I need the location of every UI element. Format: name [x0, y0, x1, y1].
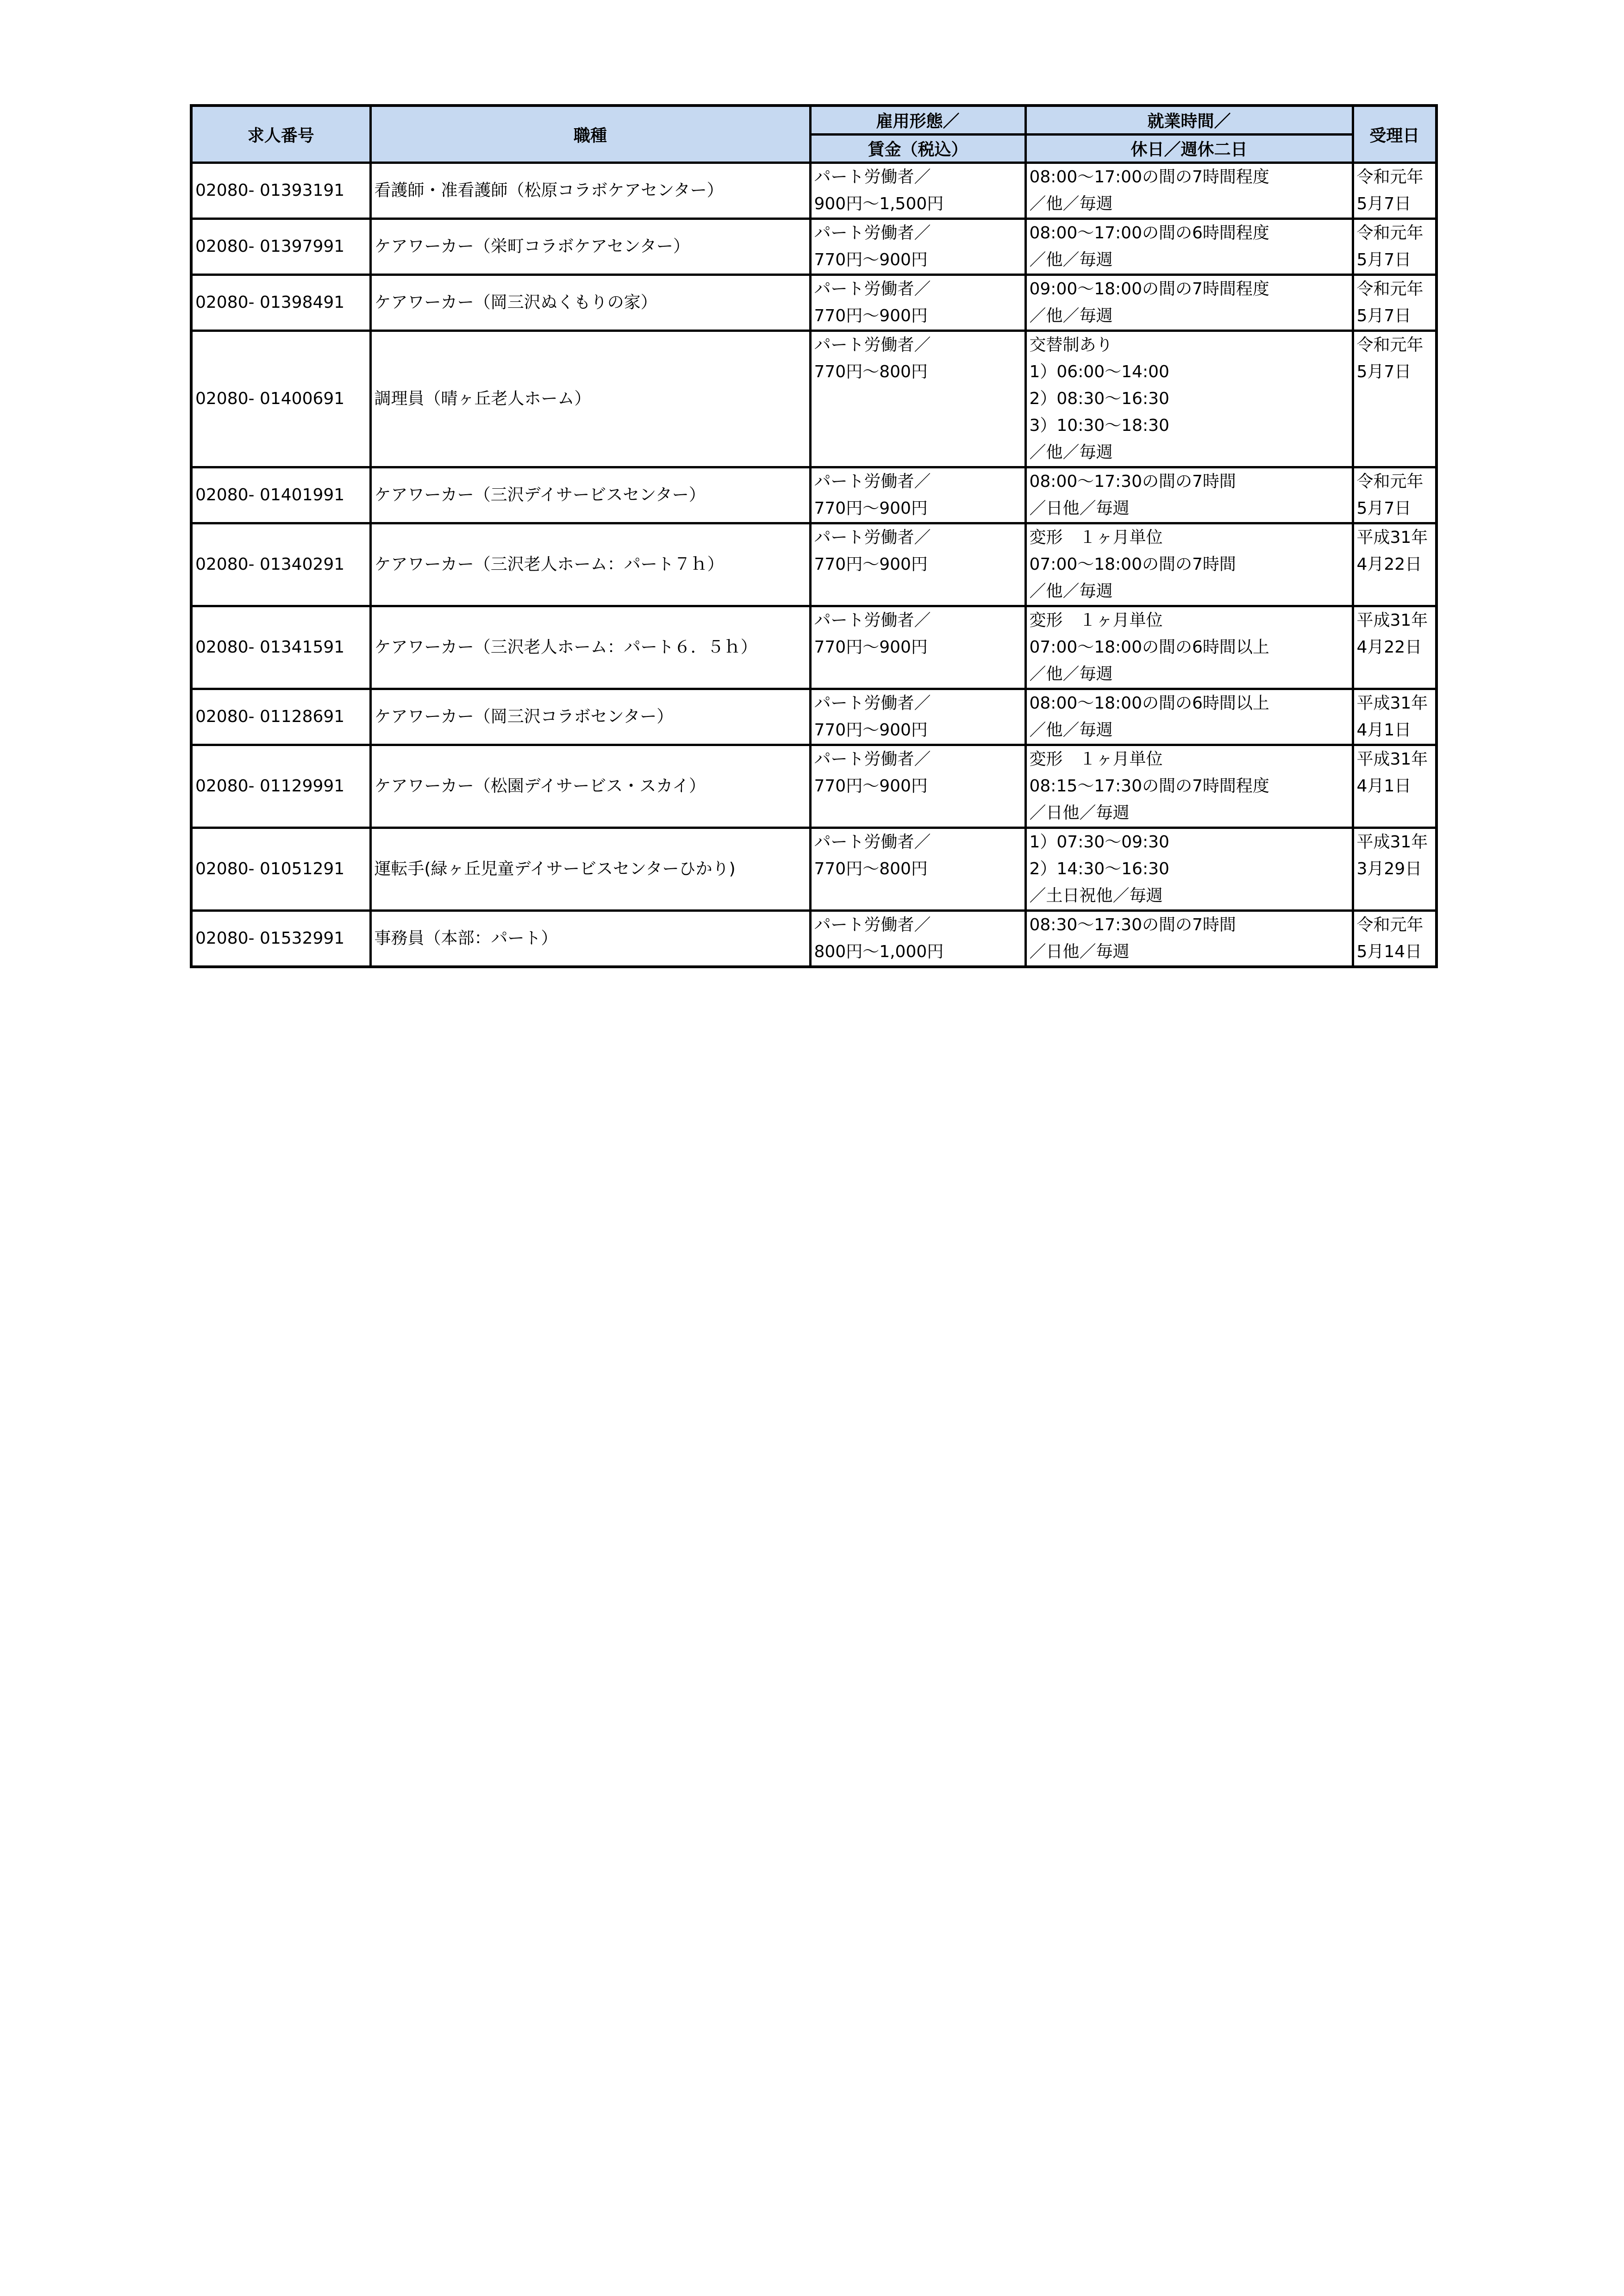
hours-cell [1025, 828, 1353, 911]
job-number-cell: 02080- 01401991 [191, 467, 370, 523]
date-cell-line: 4月1日 [1356, 777, 1412, 796]
employment-cell-line: 770円～900円 [814, 555, 928, 574]
job-title-cell: 運転手(緑ヶ丘児童デイサービスセンターひかり) [370, 828, 810, 911]
table-row [191, 219, 1437, 275]
employment-cell-line: パート労働者／ [814, 336, 931, 355]
employment-cell [810, 689, 1025, 745]
hours-cell [1025, 606, 1353, 689]
table-row [191, 828, 1437, 911]
hours-cell-line: 変形 １ヶ月単位 [1029, 611, 1163, 630]
hours-cell-line: ／日他／毎週 [1029, 803, 1130, 822]
employment-cell [810, 331, 1025, 467]
employment-cell-line: パート労働者／ [814, 611, 931, 630]
date-cell-line: 5月7日 [1356, 362, 1412, 381]
hours-cell-line: 変形 １ヶ月単位 [1029, 528, 1163, 547]
employment-cell-line: 770円～900円 [814, 250, 928, 269]
employment-cell [810, 911, 1025, 967]
employment-cell-line: パート労働者／ [814, 280, 931, 299]
employment-cell-line: 770円～900円 [814, 306, 928, 325]
employment-cell [810, 467, 1025, 523]
employment-cell [810, 745, 1025, 828]
hours-cell-line: 3）10:30～18:30 [1029, 416, 1169, 435]
hours-cell [1025, 911, 1353, 967]
table-row [191, 331, 1437, 467]
employment-cell-line: 770円～900円 [814, 777, 928, 796]
employment-cell [810, 828, 1025, 911]
date-cell-line: 平成31年 [1356, 750, 1428, 769]
table-row [191, 163, 1437, 219]
header-number: 求人番号 [191, 106, 370, 163]
employment-cell [810, 606, 1025, 689]
date-cell-line: 4月1日 [1356, 721, 1412, 740]
hours-cell-line: ／日他／毎週 [1029, 499, 1130, 518]
table-row [191, 911, 1437, 967]
job-title-cell: 調理員（晴ヶ丘老人ホーム） [370, 331, 810, 467]
header-employment-bottom: 賃金（税込） [810, 134, 1025, 163]
header-hours-top: 就業時間／ [1025, 106, 1353, 134]
header-employment-top: 雇用形態／ [810, 106, 1025, 134]
date-cell [1353, 219, 1437, 275]
job-title-cell: ケアワーカー（松園デイサービス・スカイ） [370, 745, 810, 828]
hours-cell-line: 08:00～17:30の間の7時間 [1029, 472, 1236, 491]
date-cell-line: 5月7日 [1356, 250, 1412, 269]
hours-cell [1025, 331, 1353, 467]
hours-cell [1025, 275, 1353, 331]
header-job: 職種 [370, 106, 810, 163]
employment-cell-line: パート労働者／ [814, 224, 931, 243]
date-cell-line: 令和元年 [1356, 336, 1424, 355]
hours-cell [1025, 219, 1353, 275]
job-number-cell: 02080- 01128691 [191, 689, 370, 745]
hours-cell-line: 08:00～17:00の間の7時間程度 [1029, 168, 1269, 187]
hours-cell-line: ／他／毎週 [1029, 443, 1113, 462]
job-title-cell: 事務員（本部：パート） [370, 911, 810, 967]
hours-cell [1025, 689, 1353, 745]
date-cell-line: 5月7日 [1356, 194, 1412, 213]
table-row [191, 523, 1437, 606]
employment-cell-line: パート労働者／ [814, 915, 931, 934]
employment-cell [810, 275, 1025, 331]
hours-cell-line: 1）06:00～14:00 [1029, 362, 1169, 381]
hours-cell [1025, 523, 1353, 606]
hours-cell-line: ／他／毎週 [1029, 582, 1113, 601]
hours-cell-line: ／他／毎週 [1029, 665, 1113, 684]
job-title-cell: ケアワーカー（三沢老人ホーム：パート７ｈ） [370, 523, 810, 606]
date-cell-line: 平成31年 [1356, 833, 1428, 852]
hours-cell [1025, 745, 1353, 828]
job-number-cell: 02080- 01340291 [191, 523, 370, 606]
hours-cell-line: 08:30～17:30の間の7時間 [1029, 915, 1236, 934]
date-cell-line: 5月7日 [1356, 499, 1412, 518]
employment-cell-line: パート労働者／ [814, 750, 931, 769]
date-cell-line: 令和元年 [1356, 224, 1424, 243]
date-cell [1353, 745, 1437, 828]
hours-cell-line: ／他／毎週 [1029, 306, 1113, 325]
date-cell-line: 令和元年 [1356, 915, 1424, 934]
hours-cell-line: ／他／毎週 [1029, 194, 1113, 213]
employment-cell [810, 523, 1025, 606]
job-number-cell: 02080- 01397991 [191, 219, 370, 275]
date-cell [1353, 523, 1437, 606]
date-cell-line: 平成31年 [1356, 528, 1428, 547]
employment-cell-line: 770円～900円 [814, 638, 928, 657]
job-title-cell: ケアワーカー（岡三沢ぬくもりの家） [370, 275, 810, 331]
job-number-cell: 02080- 01532991 [191, 911, 370, 967]
date-cell [1353, 467, 1437, 523]
date-cell [1353, 911, 1437, 967]
date-cell-line: 4月22日 [1356, 555, 1422, 574]
hours-cell [1025, 467, 1353, 523]
job-number-cell: 02080- 01341591 [191, 606, 370, 689]
table-row [191, 689, 1437, 745]
table-body [191, 163, 1437, 967]
employment-cell-line: パート労働者／ [814, 528, 931, 547]
hours-cell [1025, 163, 1353, 219]
job-title-cell: ケアワーカー（三沢老人ホーム：パート６．５ｈ） [370, 606, 810, 689]
date-cell [1353, 331, 1437, 467]
hours-cell-line: ／他／毎週 [1029, 250, 1113, 269]
employment-cell-line: 770円～800円 [814, 859, 928, 878]
employment-cell [810, 163, 1025, 219]
hours-cell-line: 07:00～18:00の間の7時間 [1029, 555, 1236, 574]
employment-cell-line: パート労働者／ [814, 833, 931, 852]
table-row [191, 606, 1437, 689]
employment-cell-line: 770円～800円 [814, 362, 928, 381]
date-cell-line: 3月29日 [1356, 859, 1422, 878]
employment-cell-line: 900円～1,500円 [814, 194, 944, 213]
hours-cell-line: 08:15～17:30の間の7時間程度 [1029, 777, 1269, 796]
employment-cell-line: パート労働者／ [814, 694, 931, 713]
job-number-cell: 02080- 01129991 [191, 745, 370, 828]
job-title-cell: ケアワーカー（三沢デイサービスセンター） [370, 467, 810, 523]
header-hours-bottom: 休日／週休二日 [1025, 134, 1353, 163]
hours-cell-line: 09:00～18:00の間の7時間程度 [1029, 280, 1269, 299]
job-listing-table [190, 104, 1438, 968]
job-number-cell: 02080- 01400691 [191, 331, 370, 467]
job-number-cell: 02080- 01051291 [191, 828, 370, 911]
date-cell [1353, 606, 1437, 689]
job-title-cell: ケアワーカー（岡三沢コラボセンター） [370, 689, 810, 745]
employment-cell [810, 219, 1025, 275]
employment-cell-line: パート労働者／ [814, 168, 931, 187]
date-cell [1353, 828, 1437, 911]
hours-cell-line: 1）07:30～09:30 [1029, 833, 1169, 852]
job-number-cell: 02080- 01398491 [191, 275, 370, 331]
hours-cell-line: 07:00～18:00の間の6時間以上 [1029, 638, 1269, 657]
date-cell-line: 令和元年 [1356, 280, 1424, 299]
hours-cell-line: 変形 １ヶ月単位 [1029, 750, 1163, 769]
hours-cell-line: 交替制あり [1029, 336, 1113, 355]
table-row [191, 467, 1437, 523]
hours-cell-line: 08:00～18:00の間の6時間以上 [1029, 694, 1269, 713]
hours-cell-line: 2）14:30～16:30 [1029, 859, 1169, 878]
hours-cell-line: ／日他／毎週 [1029, 942, 1130, 961]
date-cell [1353, 275, 1437, 331]
date-cell-line: 平成31年 [1356, 694, 1428, 713]
date-cell-line: 令和元年 [1356, 168, 1424, 187]
table-row [191, 275, 1437, 331]
header-date: 受理日 [1353, 106, 1437, 163]
employment-cell-line: 770円～900円 [814, 499, 928, 518]
hours-cell-line: ／土日祝他／毎週 [1029, 886, 1163, 905]
job-title-cell: ケアワーカー（栄町コラボケアセンター） [370, 219, 810, 275]
date-cell-line: 4月22日 [1356, 638, 1422, 657]
job-number-cell: 02080- 01393191 [191, 163, 370, 219]
date-cell-line: 令和元年 [1356, 472, 1424, 491]
hours-cell-line: 2）08:30～16:30 [1029, 389, 1169, 408]
date-cell-line: 平成31年 [1356, 611, 1428, 630]
job-listing-table-wrap [190, 104, 1435, 968]
employment-cell-line: 800円～1,000円 [814, 942, 944, 961]
date-cell-line: 5月14日 [1356, 942, 1422, 961]
date-cell [1353, 689, 1437, 745]
job-title-cell: 看護師・准看護師（松原コラボケアセンター） [370, 163, 810, 219]
employment-cell-line: パート労働者／ [814, 472, 931, 491]
hours-cell-line: 08:00～17:00の間の6時間程度 [1029, 224, 1269, 243]
table-header [191, 106, 1437, 163]
employment-cell-line: 770円～900円 [814, 721, 928, 740]
date-cell [1353, 163, 1437, 219]
date-cell-line: 5月7日 [1356, 306, 1412, 325]
table-row [191, 745, 1437, 828]
hours-cell-line: ／他／毎週 [1029, 721, 1113, 740]
